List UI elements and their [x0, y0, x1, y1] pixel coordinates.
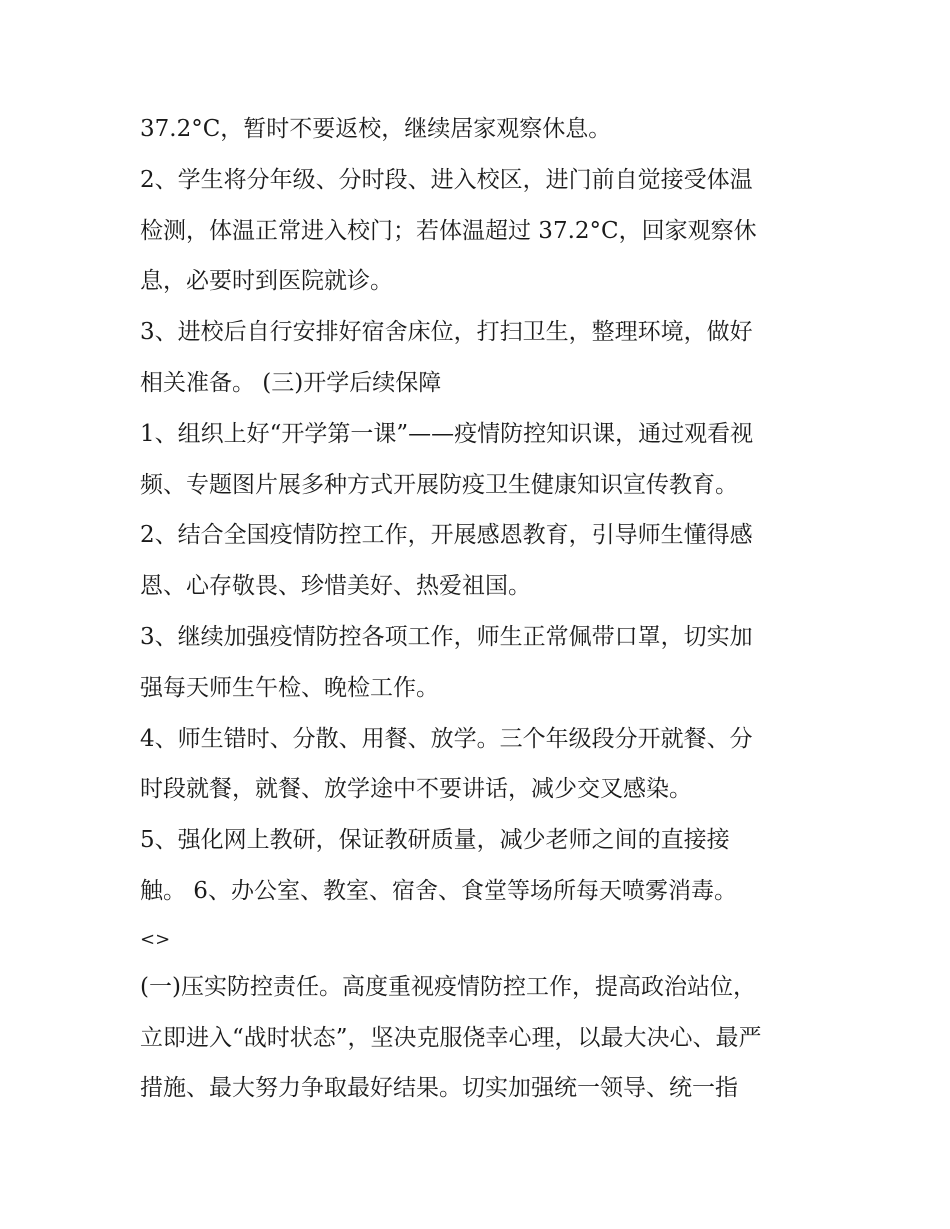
text-line: 恩、心存敬畏、珍惜美好、热爱祖国。	[140, 573, 531, 600]
text-line: 3、进校后自行安排好宿舍床位，打扫卫生，整理环境，做好	[140, 319, 753, 346]
text-line: 2、学生将分年级、分时段、进入校区，进门前自觉接受体温	[140, 166, 753, 193]
text-line: 37.2°C，暂时不要返校，继续居家观察休息。	[140, 116, 612, 142]
text-line: 立即进入“战时状态”，坚决克服侥幸心理，以最大决心、最严	[140, 1024, 762, 1051]
text-line: 时段就餐，就餐、放学途中不要讲话，减少交叉感染。	[140, 776, 692, 803]
document-body	[140, 104, 830, 1114]
text-line: 5、强化网上教研，保证教研质量，减少老师之间的直接接	[140, 827, 730, 854]
text-line-marker: <>	[140, 928, 171, 950]
text-line: 2、结合全国疫情防控工作，开展感恩教育，引导师生懂得感	[140, 522, 753, 549]
text-line: 检测，体温正常进入校门；若体温超过 37.2°C，回家观察休	[140, 217, 757, 244]
text-line: 息，必要时到医院就诊。	[140, 268, 393, 295]
text-line: (一)压实防控责任。高度重视疫情防控工作，提高政治站位，	[140, 973, 756, 1000]
text-line: 相关准备。 (三)开学后续保障	[140, 369, 442, 396]
text-line: 3、继续加强疫情防控各项工作，师生正常佩带口罩，切实加	[140, 623, 753, 650]
text-line: 措施、最大努力争取最好结果。切实加强统一领导、统一指	[140, 1075, 738, 1102]
text-line: 强每天师生午检、晚检工作。	[140, 674, 439, 701]
text-line: 1、组织上好“开学第一课”——疫情防控知识课，通过观看视	[140, 420, 754, 447]
text-line: 频、专题图片展多种方式开展防疫卫生健康知识宣传教育。	[140, 471, 738, 498]
text-line: 触。 6、办公室、教室、宿舍、食堂等场所每天喷雾消毒。	[140, 877, 737, 904]
text-line: 4、师生错时、分散、用餐、放学。三个年级段分开就餐、分	[140, 725, 753, 752]
